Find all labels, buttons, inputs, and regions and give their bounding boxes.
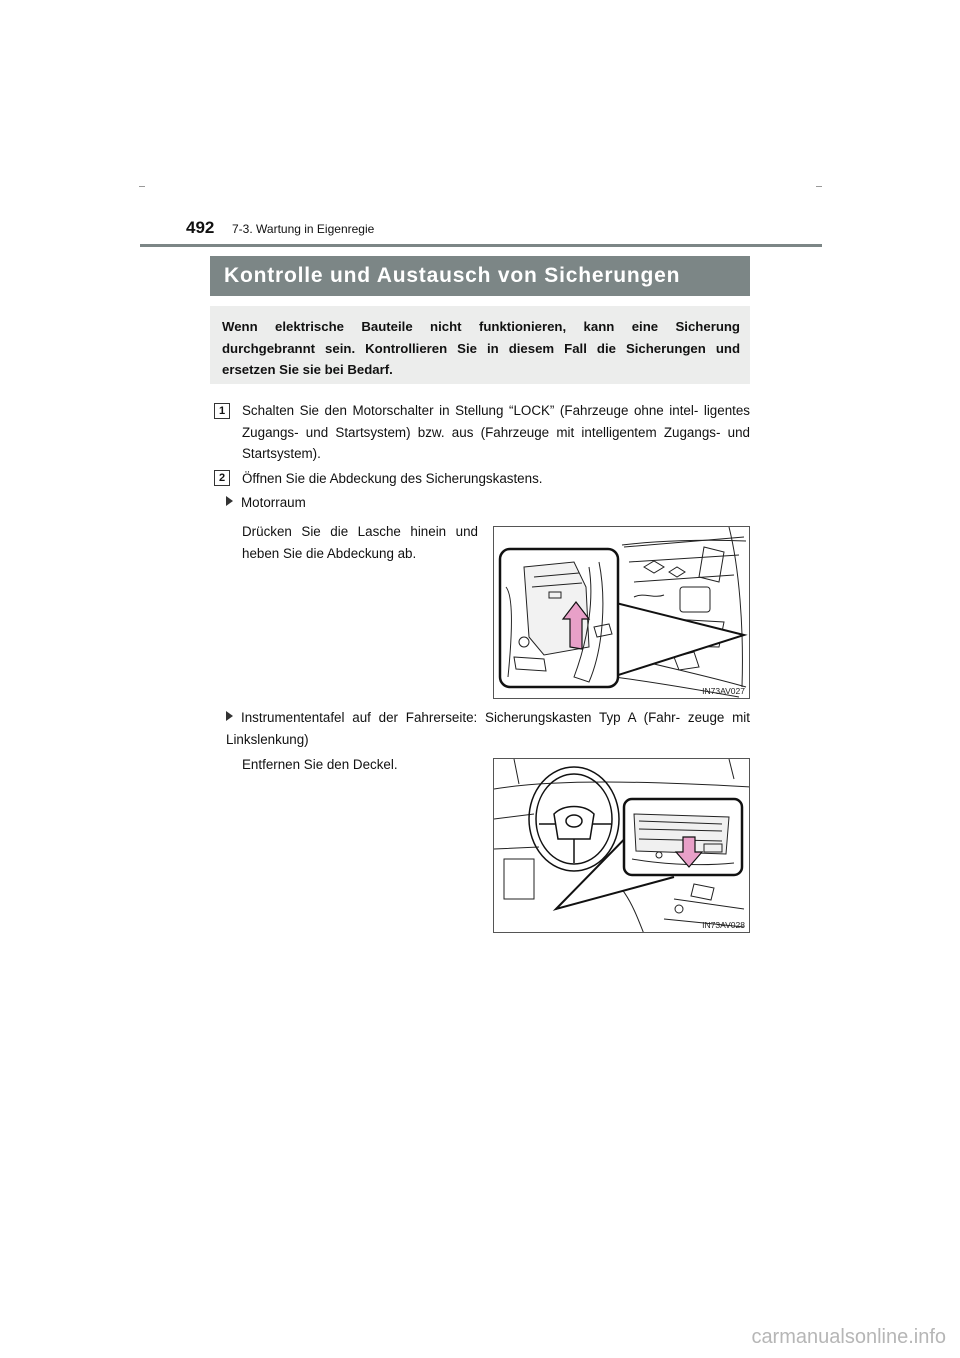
page-number: 492 [186, 218, 215, 237]
figure-code: IN73AV028 [702, 920, 745, 930]
triangle-bullet-icon [226, 711, 233, 721]
step-number-2: 2 [214, 470, 230, 486]
subsection-heading-engine [226, 492, 746, 514]
figure-code: IN73AV027 [702, 686, 745, 696]
step-1-text: Schalten Sie den Motorschalter in Stellung “LOCK” (Fahrzeuge ohne intel- ligentes Zugangs- und Startsystem) bzw. aus (Fahrzeuge mit intelligentem Zugangs- und Startsystem). [242, 403, 750, 461]
subsection-heading-text: Instrumententafel auf der Fahrerseite: Sicherungskasten Typ A (Fahr- zeuge mit Linkslenkung) [226, 710, 750, 747]
intro-box [210, 306, 750, 384]
figure-instrument-panel [493, 758, 750, 933]
engine-compartment-illustration [494, 527, 750, 699]
step-number-1: 1 [214, 403, 230, 419]
subsection-instruction: Entfernen Sie den Deckel. [242, 757, 398, 772]
page-title: Kontrolle und Austausch von Sicherungen [210, 256, 750, 296]
section-header: 7-3. Wartung in Eigenregie [232, 222, 375, 236]
watermark: carmanualsonline.info [751, 1326, 946, 1348]
header-rule [140, 244, 822, 247]
figure-engine-compartment [493, 526, 750, 699]
step-2-text: Öffnen Sie die Abdeckung des Sicherungskastens. [242, 471, 543, 486]
subsection-instruction: Drücken Sie die Lasche hinein und heben Sie die Abdeckung ab. [242, 524, 478, 561]
subsection-heading-text: Motorraum [241, 495, 306, 510]
triangle-bullet-icon [226, 496, 233, 506]
crop-mark [139, 186, 145, 187]
subsection-heading-instrument-panel [226, 707, 750, 750]
crop-mark [816, 186, 822, 187]
instrument-panel-illustration [494, 759, 750, 933]
intro-text: Wenn elektrische Bauteile nicht funktionieren, kann eine Sicherung durchgebrannt sein. Kontrollieren Sie in diesem Fall die Sicherungen und ersetzen Sie sie bei Bedarf. [222, 319, 740, 377]
